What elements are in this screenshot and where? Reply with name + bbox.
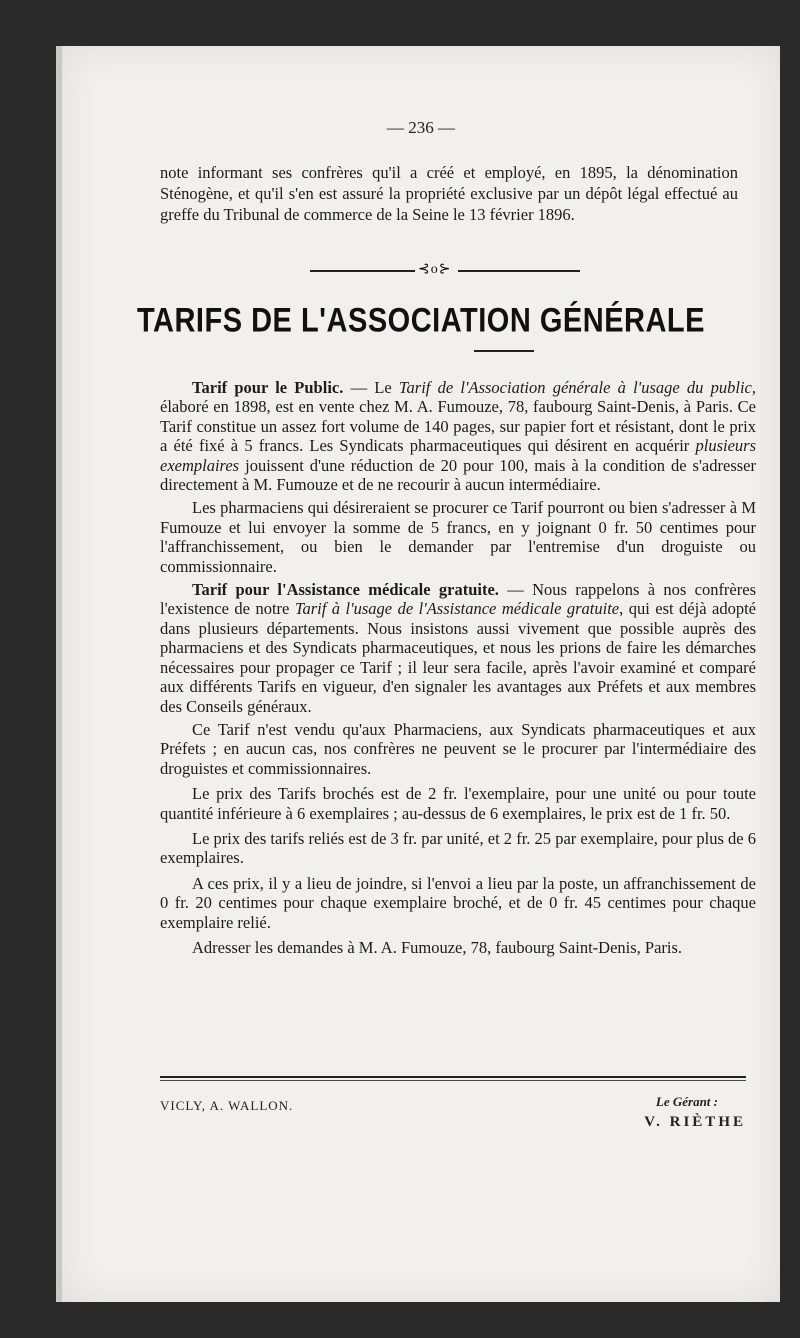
intro-paragraph-block — [160, 162, 738, 225]
tarif-assistance-title: Tarif à l'usage de l'Assistance médicale gratuite — [294, 599, 620, 619]
tarif-assistance-paragraph — [160, 580, 756, 716]
tarif-assistance-paragraph-5: A ces prix, il y a lieu de joindre, si l'envoi a lieu par la poste, un affranchissement de 0 fr. 20 centimes pour chaque exemplaire broché, et de 0 fr. 45 centimes pour chaque exemplaire relié. — [160, 873, 756, 932]
tarif-assistance-paragraph-6: Adresser les demandes à M. A. Fumouze, 78, faubourg Saint-Denis, Paris. — [192, 937, 683, 957]
text-run: — Nous rappelons à nos confrères l'existence de notre — [160, 580, 756, 619]
text-run: , élaboré en 1898, est en vente chez M. A. Fumouze, 78, faubourg Saint-Denis, à Paris. Ce Tarif constitue un assez fort volume de 140 pages, sur papier fort et résistant, dont le prix a été fixé à 5 francs. Les Syndicats pharmaceutiques qui désirent en acquérir — [160, 378, 756, 456]
text-run: , qui est déjà adopté dans plusieurs départements. Nous insistons aussi vivement que possible auprès des pharmaciens et des Syndicats pharmaceutiques, et nous les prions de faire les démarches nécessaires pour propager ce Tarif ; il leur sera facile, après l'avoir examiné et comparé aux différents Tarifs en vigueur, d'en signaler les avantages aux Préfets et aux membres des Conseils généraux. — [160, 599, 756, 716]
tarif-assistance-paragraph-4: Le prix des tarifs reliés est de 3 fr. par unité, et 2 fr. 25 par exemplaire, pour plus de 6 exemplaires. — [160, 828, 756, 868]
text-run: — Le — [343, 378, 399, 397]
gerant-name: V. RIÈTHE — [644, 1114, 746, 1130]
tarifs-body — [160, 378, 756, 961]
tarif-public-paragraph-2: Les pharmaciens qui désireraient se procurer ce Tarif pourront ou bien s'adresser à M Fumouze et lui envoyer la somme de 5 francs, en y joignant 0 fr. 50 centimes pour l'affranchissement, ou bien le demander par l'entremise d'un droguiste ou commissionnaire. — [160, 498, 756, 576]
intro-paragraph: note informant ses confrères qu'il a créé et employé, en 1895, la dénomination Sténogène, et qu'il s'en est assuré la propriété exclusive par un dépôt légal effectué au greffe du Tribunal de commerce de la Seine le 13 février 1896. — [160, 163, 738, 224]
gerant-label: Le Gérant : — [655, 1094, 718, 1109]
tarif-public-paragraph — [160, 378, 756, 494]
tarif-assistance-paragraph-3: Le prix des Tarifs brochés est de 2 fr. l'exemplaire, pour une unité ou pour toute quantité inférieure à 6 exemplaires ; au-dessus de 6 exemplaires, le prix est de 1 fr. 50. — [160, 784, 756, 823]
emphasis-plusieurs: plusieurs exemplaires — [160, 436, 756, 475]
page-number: — 236 — — [387, 118, 455, 137]
tarif-public-lead: Tarif pour le Public. — [192, 378, 344, 397]
section-heading: TARIFS DE L'ASSOCIATION GÉNÉRALE — [136, 302, 705, 340]
tarif-assistance-lead: Tarif pour l'Assistance médicale gratuite. — [192, 580, 499, 600]
text-run: jouissent d'une réduction de 20 pour 100, mais à la condition de s'adresser directement à M. Fumouze et de ne recourir à aucun intermédiaire. — [160, 455, 756, 495]
ornament-glyph: ⊰o⊱ — [418, 262, 452, 277]
heading-underline — [474, 350, 534, 352]
footer-rule — [160, 1076, 746, 1081]
document-page — [62, 46, 780, 1302]
tarif-public-title: Tarif de l'Association générale à l'usage du public — [398, 378, 752, 397]
page-footer — [160, 1092, 746, 1142]
printer-imprint: VICLY, A. WALLON. — [160, 1098, 294, 1113]
tarif-assistance-paragraph-2: Ce Tarif n'est vendu qu'aux Pharmaciens, aux Syndicats pharmaceutiques et aux Préfets ; en aucun cas, nos confrères ne peuvent se le procurer par l'intermédiaire des droguistes et commissionnaires. — [160, 719, 756, 778]
section-ornament — [310, 264, 580, 278]
